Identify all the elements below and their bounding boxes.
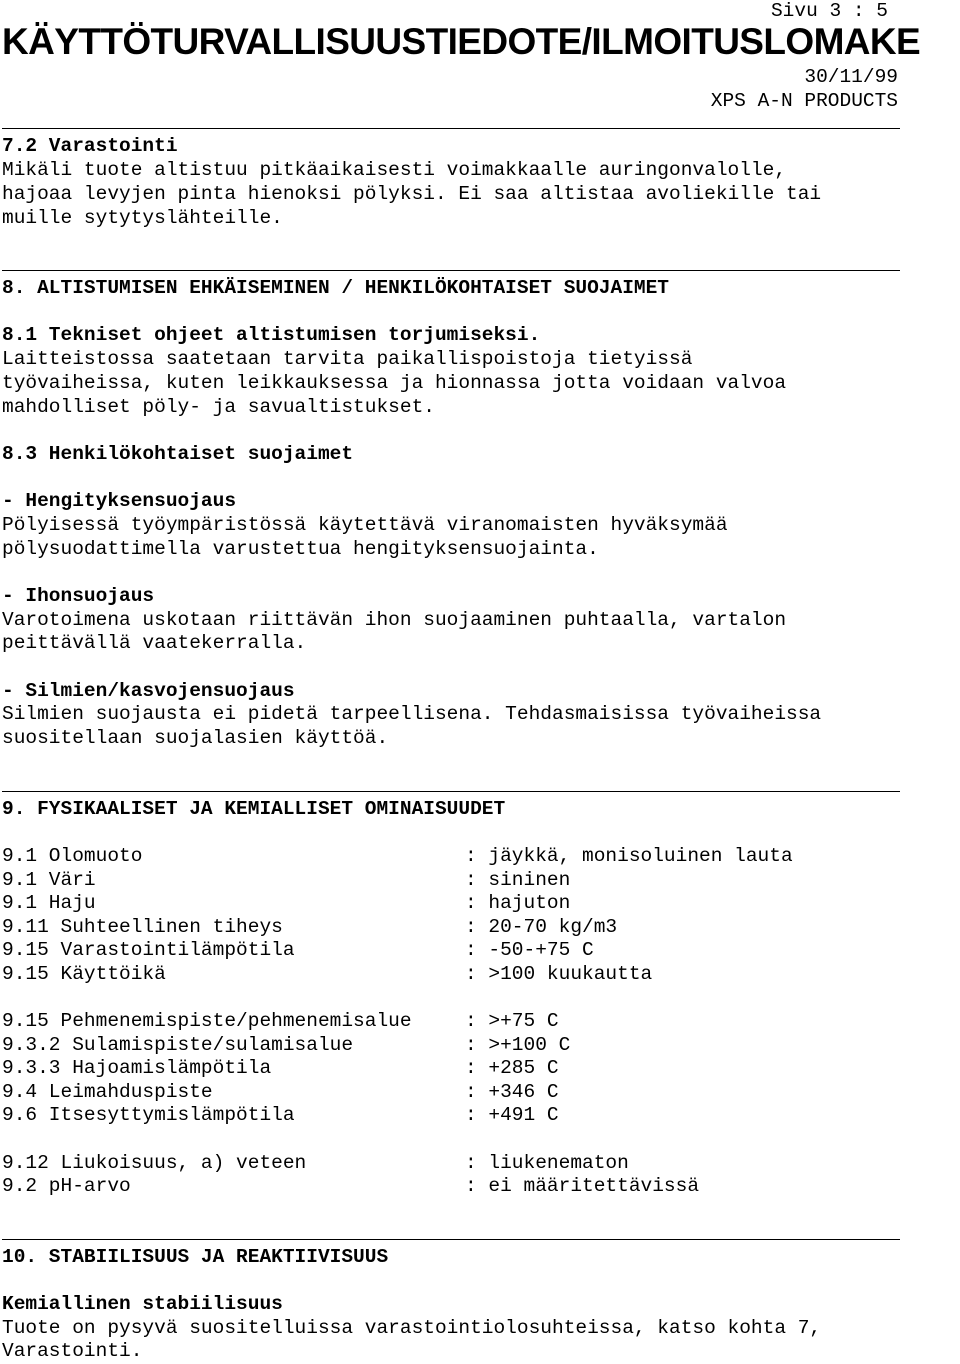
property-row: 9.1 Olomuoto : jäykkä, monisoluinen lauta	[2, 845, 793, 867]
skin-heading: - Ihonsuojaus	[2, 585, 155, 607]
body-line: muille sytytyslähteille.	[2, 207, 283, 229]
property-row: 9.2 pH-arvo : ei määritettävissä	[2, 1175, 700, 1197]
property-row: 9.15 Käyttöikä : >100 kuukautta	[2, 963, 653, 985]
body-line: Pölyisessä työympäristössä käytettävä viranomaisten hyväksymää	[2, 514, 728, 536]
section-8-3-heading: 8.3 Henkilökohtaiset suojaimet	[2, 443, 354, 465]
property-row: 9.1 Haju : hajuton	[2, 892, 571, 914]
section-8-heading: 8. ALTISTUMISEN EHKÄISEMINEN / HENKILÖKOHTAISET SUOJAIMET	[2, 277, 670, 299]
section-9-heading: 9. FYSIKAALISET JA KEMIALLISET OMINAISUUDET	[2, 798, 506, 820]
eye-heading: - Silmien/kasvojensuojaus	[2, 680, 295, 702]
property-row: 9.1 Väri : sininen	[2, 869, 571, 891]
section-8-1-heading: 8.1 Tekniset ohjeet altistumisen torjumiseksi.	[2, 324, 541, 346]
body-line: pölysuodattimella varustettua hengityksensuojainta.	[2, 538, 599, 560]
body-line: Tuote on pysyvä suositelluissa varastointiolosuhteissa, katso kohta 7,	[2, 1317, 822, 1339]
property-row: 9.3.2 Sulamispiste/sulamisalue : >+100 C	[2, 1034, 571, 1056]
property-row: 9.6 Itsesyttymislämpötila : +491 C	[2, 1104, 559, 1126]
section-7-2-heading: 7.2 Varastointi	[2, 135, 178, 157]
section-10-subheading: Kemiallinen stabiilisuus	[2, 1293, 283, 1315]
body-line: mahdolliset pöly- ja savualtistukset.	[2, 396, 435, 418]
body-line: työvaiheissa, kuten leikkauksessa ja hionnassa jotta voidaan valvoa	[2, 372, 787, 394]
body-line: hajoaa levyjen pinta hienoksi pölyksi. Ei saa altistaa avoliekille tai	[2, 183, 822, 205]
document-title: KÄYTTÖTURVALLISUUSTIEDOTE/ILMOITUSLOMAKE	[2, 21, 921, 62]
body-line: Mikäli tuote altistuu pitkäaikaisesti voimakkaalle auringonvalolle,	[2, 159, 787, 181]
body-line: Silmien suojausta ei pidetä tarpeellisena. Tehdasmaisissa työvaiheissa	[2, 703, 822, 725]
section-10-heading: 10. STABIILISUUS JA REAKTIIVISUUS	[2, 1246, 389, 1268]
respiratory-heading: - Hengityksensuojaus	[2, 490, 237, 512]
page-number: Sivu 3 : 5	[770, 0, 888, 22]
body-line: Varotoimena uskotaan riittävän ihon suojaaminen puhtaalla, vartalon	[2, 609, 787, 631]
company-name: XPS A-N PRODUCTS	[710, 90, 898, 112]
body-line: Laitteistossa saatetaan tarvita paikallispoistoja tietyissä	[2, 348, 693, 370]
body-line: peittävällä vaatekerralla.	[2, 632, 307, 654]
divider	[2, 791, 900, 792]
property-row: 9.15 Varastointilämpötila : -50-+75 C	[2, 939, 594, 961]
property-row: 9.4 Leimahduspiste : +346 C	[2, 1081, 559, 1103]
body-line: suositellaan suojalasien käyttöä.	[2, 727, 389, 749]
document-date: 30/11/99	[804, 66, 898, 88]
divider	[2, 270, 900, 271]
property-row: 9.12 Liukoisuus, a) veteen : liukenematon	[2, 1152, 629, 1174]
property-row: 9.11 Suhteellinen tiheys : 20-70 kg/m3	[2, 916, 618, 938]
divider	[2, 128, 900, 129]
property-row: 9.15 Pehmenemispiste/pehmenemisalue : >+75 C	[2, 1010, 559, 1032]
divider	[2, 1239, 900, 1240]
body-line: Varastointi.	[2, 1340, 143, 1362]
property-row: 9.3.3 Hajoamislämpötila : +285 C	[2, 1057, 559, 1079]
